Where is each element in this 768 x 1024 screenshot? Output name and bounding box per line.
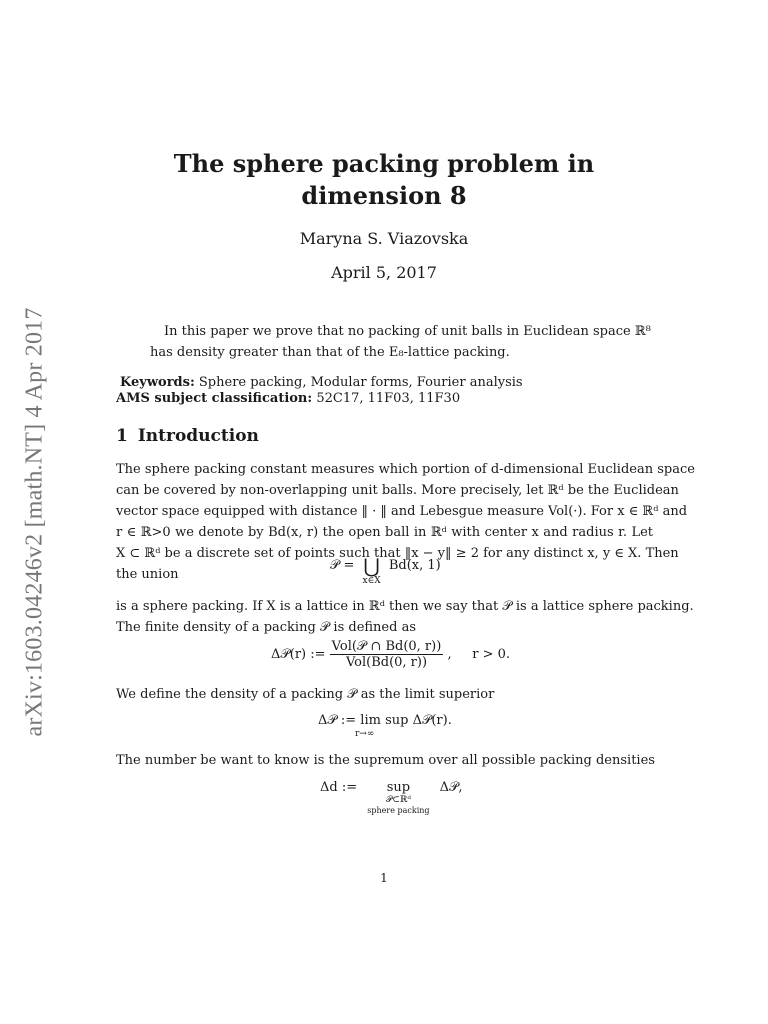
paragraph-line: vector space equipped with distance ‖ · ‖ and Lebesgue measure Vol(·). For x ∈ ℝᵈ and — [116, 504, 688, 519]
eq-sup-rhs: Δ𝒫, — [439, 780, 463, 795]
paragraph-3: We define the density of a packing 𝒫 as the limit superior — [116, 687, 495, 702]
ams-classification — [116, 388, 460, 409]
date: April 5, 2017 — [331, 263, 437, 282]
eq-sup-operator — [367, 780, 429, 816]
abstract-line-1: In this paper we prove that no packing of unit balls in Euclidean space ℝ⁸ — [164, 324, 651, 339]
paragraph-line: the union — [116, 567, 179, 582]
section-number: 1 — [116, 426, 128, 446]
eq-union-lhs: 𝒫 = — [330, 558, 355, 573]
paragraph-4: The number be want to know is the supremum over all possible packing densities — [116, 753, 655, 768]
paragraph-line: is a sphere packing. If X is a lattice in ℝᵈ then we say that 𝒫 is a lattice sphere packing. — [116, 599, 694, 614]
eq-union-rhs: Bd(x, 1) — [388, 558, 441, 573]
fraction-numerator: Vol(𝒫 ∩ Bd(0, r)) — [331, 639, 442, 654]
sup-symbol: sup — [386, 780, 411, 795]
limsup-subscript: r→∞ — [355, 729, 375, 739]
section-title: Introduction — [137, 426, 259, 446]
arxiv-stamp: arXiv:1603.04246v2 [math.NT] 4 Apr 2017 — [21, 307, 48, 737]
keywords-label: Keywords: — [120, 375, 195, 390]
equation-density — [318, 713, 452, 739]
ams-value: 52C17, 11F03, 11F30 — [316, 391, 461, 406]
author: Maryna S. Viazovska — [299, 229, 469, 248]
equation-union — [330, 556, 441, 587]
paragraph-line: The finite density of a packing 𝒫 is defined as — [116, 620, 417, 635]
abstract-line-2: has density greater than that of the E₈-lattice packing. — [150, 345, 510, 360]
section-heading — [116, 426, 259, 446]
ams-label: AMS subject classification: — [116, 391, 313, 406]
keywords-value: Sphere packing, Modular forms, Fourier analysis — [198, 375, 523, 390]
sup-subscript-1: 𝒫⊂ℝᵈ — [385, 795, 411, 805]
paper-title — [0, 148, 768, 212]
paragraph-line: X ⊂ ℝᵈ be a discrete set of points such that ‖x − y‖ ≥ 2 for any distinct x, y ∈ X. Then — [116, 546, 679, 561]
abstract — [150, 321, 651, 363]
page-number: 1 — [380, 871, 388, 885]
title-line-2: dimension 8 — [301, 181, 467, 210]
eq-union-operator — [363, 556, 381, 586]
paragraph-line: The sphere packing constant measures which portion of d-dimensional Euclidean space — [116, 462, 695, 477]
eq-finite-condition: , r > 0. — [447, 647, 511, 662]
union-symbol: ⋃ — [363, 554, 380, 578]
title-line-1: The sphere packing problem in — [173, 149, 595, 178]
fraction — [330, 639, 444, 670]
paragraph-line: r ∈ ℝ>0 we denote by Bd(x, r) the open ball in ℝᵈ with center x and radius r. Let — [116, 525, 653, 540]
eq-sup-lhs: Δd := — [320, 780, 358, 795]
eq-finite-lhs: Δ𝒫(r) := — [271, 647, 326, 662]
eq-density-expression: Δ𝒫 := lim sup Δ𝒫(r). — [318, 713, 452, 728]
union-subscript: x∈X — [362, 576, 381, 586]
fraction-denominator: Vol(Bd(0, r)) — [345, 655, 428, 670]
paragraph-line: can be covered by non-overlapping unit balls. More precisely, let ℝᵈ be the Euclidean — [116, 483, 679, 498]
sup-subscript-2: sphere packing — [367, 806, 430, 815]
equation-finite-density — [271, 639, 510, 670]
paragraph-2 — [116, 596, 694, 638]
equation-sup — [320, 780, 463, 816]
